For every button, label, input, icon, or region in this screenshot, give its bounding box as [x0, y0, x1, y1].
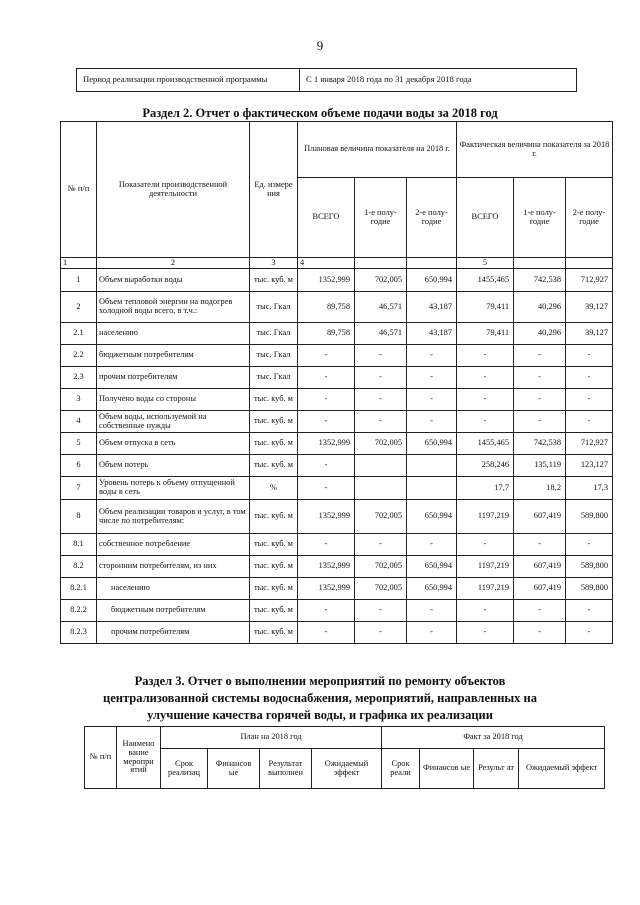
fact-total: 1455,465: [457, 269, 514, 292]
fact-h2: 39,127: [566, 323, 613, 345]
table-row: [61, 269, 613, 292]
s3-fact-col-effect: Ожидаемый эффект: [519, 749, 605, 789]
row-num: 8.2: [61, 556, 97, 578]
row-num: 6: [61, 455, 97, 477]
fact-total: -: [457, 600, 514, 622]
row-unit: тыс. Гкал: [250, 323, 298, 345]
fact-h1: 607,419: [514, 578, 566, 600]
s3-fact-col-term: Срок реали: [382, 749, 420, 789]
row-indicator: Объем потерь: [97, 455, 250, 477]
table-row: [61, 500, 613, 534]
plan-h1: 702,005: [355, 578, 407, 600]
header-fact: Фактическая величина показателя за 2018 г.: [457, 122, 613, 178]
plan-h1: -: [355, 534, 407, 556]
fact-h2: 39,127: [566, 292, 613, 323]
fact-h1: -: [514, 389, 566, 411]
fact-h2: 17,3: [566, 477, 613, 500]
plan-total: 89,758: [298, 292, 355, 323]
fact-total: 1197,219: [457, 500, 514, 534]
fact-h1: 607,419: [514, 500, 566, 534]
s3-plan-col-result: Результат выполнен: [260, 749, 312, 789]
header-num: № п/п: [61, 122, 97, 258]
table-row: [61, 292, 613, 323]
colnum-2: 2: [97, 258, 250, 269]
fact-total: -: [457, 389, 514, 411]
plan-total: -: [298, 411, 355, 433]
section3-title-line2: централизованной системы водоснабжения, мероприятий, направленных на: [103, 691, 537, 705]
plan-total: 1352,999: [298, 269, 355, 292]
s3-header-num: № п/п: [85, 727, 117, 789]
section2-table: [60, 121, 613, 644]
plan-h1: -: [355, 411, 407, 433]
fact-total: 79,411: [457, 323, 514, 345]
fact-total: -: [457, 411, 514, 433]
fact-h1: 742,538: [514, 433, 566, 455]
row-num: 2: [61, 292, 97, 323]
plan-total: 1352,999: [298, 556, 355, 578]
s3-plan-col-finance: Финансов ые: [208, 749, 260, 789]
fact-h1: -: [514, 600, 566, 622]
plan-h1: 702,005: [355, 556, 407, 578]
page-number: 9: [316, 38, 324, 53]
fact-h1: 607,419: [514, 556, 566, 578]
section2-body: [61, 269, 613, 644]
row-unit: тыс. куб. м: [250, 455, 298, 477]
plan-h2: 650,994: [407, 556, 457, 578]
fact-h1: -: [514, 411, 566, 433]
plan-h2: -: [407, 389, 457, 411]
row-indicator: Уровень потерь к объему отпущенной воды в сеть: [97, 477, 250, 500]
row-unit: тыс. куб. м: [250, 433, 298, 455]
table-row: [61, 477, 613, 500]
fact-h1: -: [514, 367, 566, 389]
row-unit: тыс. куб. м: [250, 622, 298, 644]
plan-total: 1352,999: [298, 433, 355, 455]
fact-total: -: [457, 534, 514, 556]
plan-h1: [355, 477, 407, 500]
header-indicator: Показатели производственной деятельности: [97, 122, 250, 258]
plan-h2: 650,994: [407, 578, 457, 600]
period-table: [76, 68, 577, 92]
plan-total: -: [298, 455, 355, 477]
table-row: [61, 323, 613, 345]
header-fact-h1: 1-е полу- годие: [514, 178, 566, 258]
row-indicator: собственное потребление: [97, 534, 250, 556]
row-unit: тыс. куб. м: [250, 411, 298, 433]
table-row: [61, 389, 613, 411]
row-indicator: населению: [97, 578, 250, 600]
fact-h2: 712,927: [566, 433, 613, 455]
section3-title-line3: улучшение качества горячей воды, и графика их реализации: [147, 708, 493, 722]
row-num: 4: [61, 411, 97, 433]
fact-h2: -: [566, 345, 613, 367]
fact-h1: 40,296: [514, 323, 566, 345]
fact-h2: 589,800: [566, 500, 613, 534]
fact-h2: 589,800: [566, 556, 613, 578]
colnum-1: 1: [61, 258, 97, 269]
plan-h1: 702,005: [355, 269, 407, 292]
fact-total: -: [457, 345, 514, 367]
plan-h2: -: [407, 367, 457, 389]
row-unit: %: [250, 477, 298, 500]
fact-total: -: [457, 622, 514, 644]
section3-title-line1: Раздел 3. Отчет о выполнении мероприятий по ремонту объектов: [134, 674, 506, 688]
header-plan-total: ВСЕГО: [298, 178, 355, 258]
plan-h2: [407, 477, 457, 500]
plan-h1: 702,005: [355, 500, 407, 534]
fact-h2: -: [566, 534, 613, 556]
fact-h1: 18,2: [514, 477, 566, 500]
row-unit: тыс. куб. м: [250, 269, 298, 292]
row-indicator: сторонним потребителям, из них: [97, 556, 250, 578]
row-num: 2.2: [61, 345, 97, 367]
row-indicator: бюджетным потребителям: [97, 600, 250, 622]
fact-h2: -: [566, 622, 613, 644]
row-indicator: населению: [97, 323, 250, 345]
row-indicator: прочим потребителям: [97, 622, 250, 644]
plan-h2: -: [407, 600, 457, 622]
fact-h2: 712,927: [566, 269, 613, 292]
colnum-5: 5: [457, 258, 514, 269]
plan-h2: -: [407, 345, 457, 367]
table-row: [61, 622, 613, 644]
plan-h2: 650,994: [407, 269, 457, 292]
table-row: [61, 556, 613, 578]
row-indicator: Объем воды, используемой на собственные нужды: [97, 411, 250, 433]
row-unit: тыс. куб. м: [250, 389, 298, 411]
fact-h2: -: [566, 367, 613, 389]
plan-total: -: [298, 534, 355, 556]
plan-h1: -: [355, 600, 407, 622]
plan-total: 89,758: [298, 323, 355, 345]
plan-h1: -: [355, 389, 407, 411]
row-unit: тыс. Гкал: [250, 292, 298, 323]
period-label: Период реализации производственной программы: [77, 69, 300, 92]
table-row: [61, 433, 613, 455]
plan-h2: 43,187: [407, 292, 457, 323]
row-num: 7: [61, 477, 97, 500]
table-row: [61, 411, 613, 433]
plan-total: 1352,999: [298, 578, 355, 600]
table-row: [61, 534, 613, 556]
row-num: 1: [61, 269, 97, 292]
fact-total: 17,7: [457, 477, 514, 500]
header-fact-total: ВСЕГО: [457, 178, 514, 258]
section2-title: Раздел 2. Отчет о фактическом объеме подачи воды за 2018 год: [142, 106, 498, 120]
header-plan-h2: 2-е полу- годие: [407, 178, 457, 258]
plan-h1: 702,005: [355, 433, 407, 455]
fact-total: 1197,219: [457, 578, 514, 600]
plan-h1: 46,571: [355, 292, 407, 323]
row-indicator: Объем выработки воды: [97, 269, 250, 292]
row-indicator: Объем отпуска в сеть: [97, 433, 250, 455]
header-unit: Ед. измере ния: [250, 122, 298, 258]
plan-total: 1352,999: [298, 500, 355, 534]
s3-fact-col-result: Результ ат: [474, 749, 519, 789]
header-plan: Плановая величина показателя на 2018 г.: [298, 122, 457, 178]
s3-header-fact: Факт за 2018 год: [382, 727, 605, 749]
plan-total: -: [298, 389, 355, 411]
s3-plan-col-term: Срок реализац: [161, 749, 208, 789]
plan-h1: [355, 455, 407, 477]
section3-table: [84, 726, 605, 789]
plan-h1: -: [355, 367, 407, 389]
plan-h1: -: [355, 345, 407, 367]
row-unit: тыс. Гкал: [250, 367, 298, 389]
fact-h1: -: [514, 622, 566, 644]
row-num: 2.3: [61, 367, 97, 389]
row-indicator: прочим потребителям: [97, 367, 250, 389]
row-unit: тыс. куб. м: [250, 600, 298, 622]
colnum-3: 3: [250, 258, 298, 269]
fact-h1: -: [514, 345, 566, 367]
plan-total: -: [298, 345, 355, 367]
fact-total: 258,246: [457, 455, 514, 477]
plan-h2: 43,187: [407, 323, 457, 345]
fact-h2: 123,127: [566, 455, 613, 477]
row-num: 8.2.1: [61, 578, 97, 600]
plan-total: -: [298, 622, 355, 644]
s3-header-plan: План на 2018 год: [161, 727, 382, 749]
row-num: 8: [61, 500, 97, 534]
plan-h2: -: [407, 534, 457, 556]
fact-total: 79,411: [457, 292, 514, 323]
header-plan-h1: 1-е полу- годие: [355, 178, 407, 258]
row-num: 8.1: [61, 534, 97, 556]
s3-header-name: Наимено вание меропри ятий: [117, 727, 161, 789]
fact-h1: 135,119: [514, 455, 566, 477]
row-num: 8.2.3: [61, 622, 97, 644]
plan-total: -: [298, 367, 355, 389]
s3-plan-col-effect: Ожидаемый эффект: [312, 749, 382, 789]
s3-fact-col-finance: Финансов ые: [420, 749, 474, 789]
fact-h2: -: [566, 389, 613, 411]
header-fact-h2: 2-е полу- годие: [566, 178, 613, 258]
section3-title: [0, 673, 640, 724]
fact-h2: 589,800: [566, 578, 613, 600]
row-unit: тыс. куб. м: [250, 578, 298, 600]
plan-h2: [407, 455, 457, 477]
table-row: [61, 345, 613, 367]
row-unit: тыс. куб. м: [250, 556, 298, 578]
table-row: [61, 367, 613, 389]
row-unit: тыс. куб. м: [250, 534, 298, 556]
fact-h1: 40,296: [514, 292, 566, 323]
colnum-4: 4: [298, 258, 355, 269]
plan-h1: -: [355, 622, 407, 644]
plan-h2: -: [407, 411, 457, 433]
plan-h1: 46,571: [355, 323, 407, 345]
row-num: 2.1: [61, 323, 97, 345]
row-indicator: Объем реализации товаров и услуг, в том числе по потребителям:: [97, 500, 250, 534]
row-num: 3: [61, 389, 97, 411]
row-num: 5: [61, 433, 97, 455]
row-indicator: бюджетным потребителям: [97, 345, 250, 367]
row-unit: тыс. куб. м: [250, 500, 298, 534]
table-row: [61, 455, 613, 477]
plan-total: -: [298, 477, 355, 500]
row-indicator: Получено воды со стороны: [97, 389, 250, 411]
plan-h2: 650,994: [407, 433, 457, 455]
table-row: [61, 600, 613, 622]
plan-h2: 650,994: [407, 500, 457, 534]
plan-total: -: [298, 600, 355, 622]
fact-h1: -: [514, 534, 566, 556]
fact-total: 1197,219: [457, 556, 514, 578]
fact-h1: 742,538: [514, 269, 566, 292]
fact-total: 1455,465: [457, 433, 514, 455]
table-row: [61, 578, 613, 600]
period-value: С 1 января 2018 года по 31 декабря 2018 года: [300, 69, 577, 92]
fact-h2: -: [566, 411, 613, 433]
plan-h2: -: [407, 622, 457, 644]
fact-h2: -: [566, 600, 613, 622]
row-num: 8.2.2: [61, 600, 97, 622]
row-indicator: Объем тепловой энергии на подогрев холодной воды всего, в т.ч.:: [97, 292, 250, 323]
fact-total: -: [457, 367, 514, 389]
row-unit: тыс. Гкал: [250, 345, 298, 367]
